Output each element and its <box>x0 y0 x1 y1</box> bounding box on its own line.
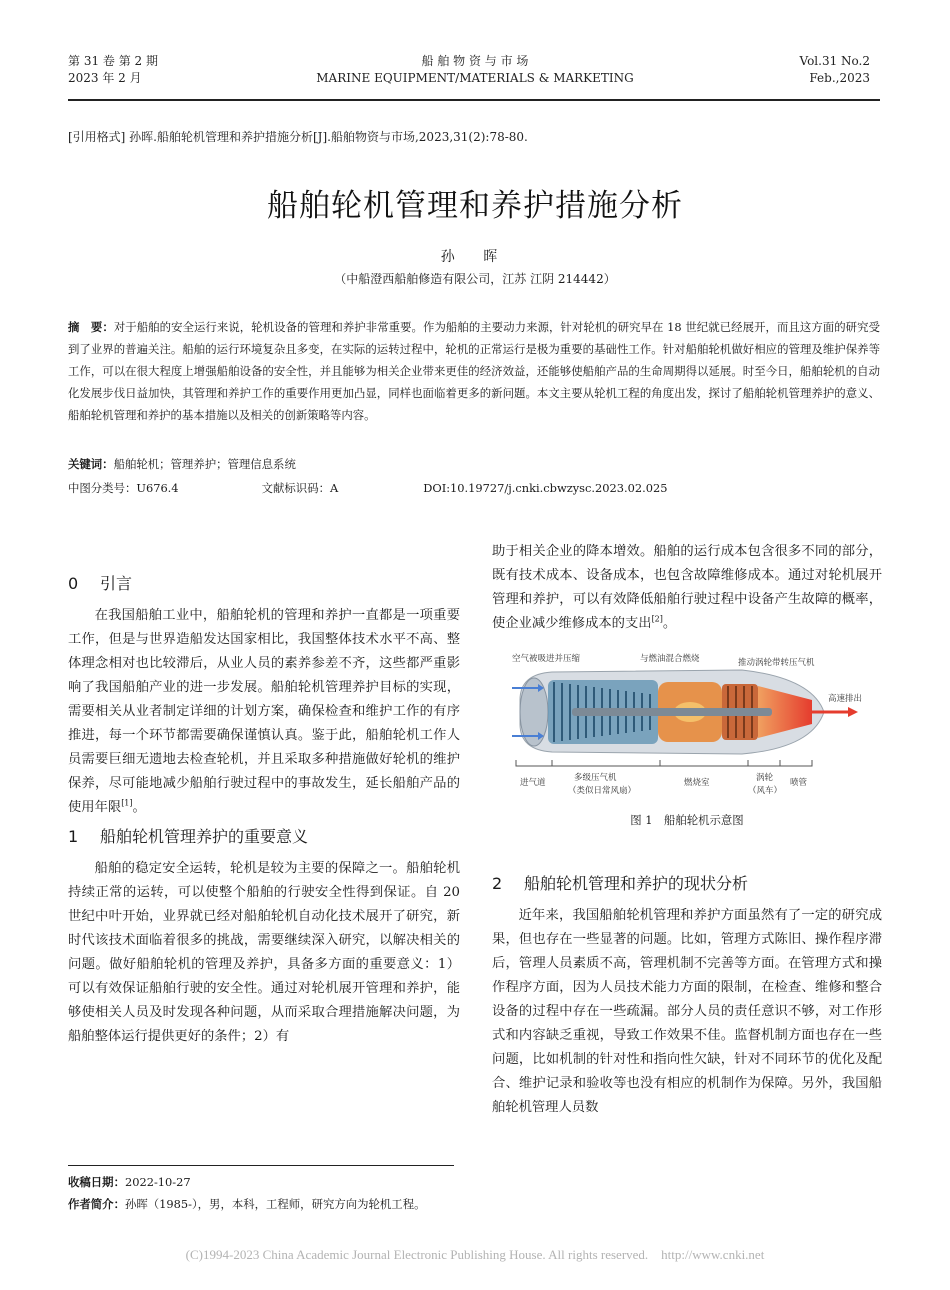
section-1-heading <box>68 825 460 849</box>
label-high-speed-exhaust: 高速排出 <box>828 694 862 704</box>
journal-issue-en <box>800 53 871 87</box>
journal-name-cn: 船 舶 物 资 与 市 场 <box>421 54 529 68</box>
main-shaft <box>572 708 772 716</box>
label-compressor: 多级压气机 <box>574 773 617 783</box>
bio-label: 作者简介： <box>68 1197 125 1211</box>
header-rule <box>68 99 880 101</box>
section-title: 船舶轮机管理养护的重要意义 <box>100 827 309 846</box>
keywords-text: 船舶轮机；管理养护；管理信息系统 <box>113 457 296 471</box>
abstract-label: 摘 要： <box>68 320 114 334</box>
exhaust-arrowhead <box>848 707 858 717</box>
right-column-bottom <box>492 872 882 1120</box>
label-turbine-drive: 推动涡轮带转压气机 <box>738 658 815 668</box>
label-turbine-note: （风车） <box>748 786 783 796</box>
abstract-text: 对于船舶的安全运行来说，轮机设备的管理和养护非常重要。作为船舶的主要动力来源，针对轮机的研究早在 18 世纪就已经展开，而且这方面的研究受到了业界的普遍关注。船舶的运行环境复杂且多变，在实际的运转过程中，轮机的正常运行是极为重要的基础性工作。针对船舶轮机做好相应的管理及维护保养等工作，可以在很大程度上增强船舶设备的安全性，并且能够为相关企业带来更佳的经济效益，还能够使船舶产品的生命周期得以延展。时至今日，船舶轮机的自动化发展步伐日益加快，其管理和养护工作的重要作用更加凸显，同样也面临着更多的新问题。本文主要从轮机工程的角度出发，探讨了船舶轮机管理养护的意义、船舶轮机管理和养护的基本措施以及相关的创新策略等内容。 <box>68 320 880 422</box>
section-number: 2 <box>492 874 503 893</box>
label-turbine: 涡轮 <box>756 773 774 783</box>
section-title: 船舶轮机管理和养护的现状分析 <box>524 874 749 893</box>
section-brackets <box>516 760 812 766</box>
clc-number: 中图分类号：U676.4 <box>68 481 179 495</box>
volume-issue: 第 31 卷 第 2 期 <box>68 54 158 68</box>
section-1-paragraph: 船舶的稳定安全运转，轮机是较为主要的保障之一。船舶轮机持续正常的运转，可以使整个船舶的行驶安全性得到保证。自 20 世纪中叶开始，业界就已经对船舶轮机自动化技术展开了研究，新时代该技术面临着很多的挑战，需要继续深入研究，以解决相关的问题。做好船舶轮机的管理及养护，具备多方面的重要意义：1）可以有效保证船舶行驶的安全性。通过对轮机展开管理和养护，能够使相关人员及时发现各种问题，从而采取合理措施解决问题，为船舶整体运行提供更好的条件；2）有 <box>68 861 460 1044</box>
author-affiliation: （中船澄西船舶修造有限公司，江苏 江阴 214442） <box>334 272 616 286</box>
reference-1: [1] <box>121 798 133 808</box>
figure-caption: 图 1 船舶轮机示意图 <box>630 813 744 827</box>
author-bio: 作者简介：孙晖（1985-），男，本科，工程师，研究方向为轮机工程。 <box>68 1197 426 1211</box>
volume-issue-en: Vol.31 No.2 <box>799 54 870 68</box>
abstract <box>68 316 880 426</box>
section-title: 引言 <box>100 574 133 593</box>
label-compressor-note: （类似日常风扇） <box>568 786 637 796</box>
reference-2: [2] <box>651 614 663 624</box>
label-combustor: 燃烧室 <box>684 778 710 788</box>
document-code: 文献标识码：A <box>261 481 339 495</box>
journal-name-en: MARINE EQUIPMENT/MATERIALS & MARKETING <box>316 71 634 85</box>
label-intake: 进气道 <box>520 778 546 788</box>
issue-date-en: Feb.,2023 <box>809 71 870 85</box>
keywords-label: 关键词： <box>68 457 114 471</box>
section-0-paragraph: 在我国船舶工业中，船舶轮机的管理和养护一直都是一项重要工作，但是与世界造船发达国家相比，我国整体技术水平不高、整体理念相对也比较滞后，从业人员的素养参差不齐，这些都严重影响了我国船舶产业的进一步发展。船舶轮机管理养护目标的实现，需要相关从业者制定详细的计划方案，确保检查和维护工作的有序推进，每一个环节都需要确保谨慎认真。鉴于此，船舶轮机工作人员需要巨细无遗地去检查轮机，并且采取多种措施做好轮机的维护保养，尽可能地减少船舶行驶过程中的事故发生，延长船舶产品的使用年限[1]。 <box>68 608 460 815</box>
section-number: 0 <box>68 574 79 593</box>
section-2-heading <box>492 872 882 896</box>
keywords <box>68 456 296 472</box>
journal-name <box>250 53 700 87</box>
right-column-top <box>492 540 882 636</box>
copyright-watermark: (C)1994-2023 China Academic Journal Electronic Publishing House. All rights reserved. http://www.cnki.net <box>185 1247 765 1262</box>
label-nozzle: 喷管 <box>790 778 808 788</box>
received-date: 收稿日期：2022-10-27 <box>68 1175 191 1189</box>
section-2-paragraph: 近年来，我国船舶轮机管理和养护方面虽然有了一定的研究成果，但也存在一些显著的问题。比如，管理方式陈旧、操作程序滞后，管理人员素质不高，管理机制不完善等方面。在管理方式和操作程序方面，因为人员技术能力方面的限制，在检查、维修和整合设备的过程中存在一些疏漏。部分人员的责任意识不够，对工作形式和内容缺乏重视，导致工作效果不佳。监督机制方面也存在一些问题，比如机制的针对性和指向性欠缺，针对不同环节的优化及配合、维护记录和验收等也没有相应的机制作为保障。另外，我国船舶轮机管理人员数 <box>492 908 882 1115</box>
left-column <box>68 572 460 1049</box>
author-name: 孙 晖 <box>440 249 510 265</box>
journal-issue-cn <box>68 53 158 87</box>
classification-line <box>68 480 667 496</box>
doi: DOI:10.19727/j.cnki.cbwzysc.2023.02.025 <box>423 481 668 495</box>
section-number: 1 <box>68 827 79 846</box>
label-air-intake-compress: 空气被吸进并压缩 <box>512 654 581 664</box>
section-0-heading <box>68 572 460 596</box>
received-label: 收稿日期： <box>68 1175 125 1189</box>
section-1-paragraph-continued: 助于相关企业的降本增效。船舶的运行成本包含很多不同的部分，既有技术成本、设备成本，也包含故障维修成本。通过对轮机展开管理和养护，可以有效降低船舶行驶过程中设备产生故障的概率，使企业减少维修成本的支出[2]。 <box>492 544 882 631</box>
citation-format: [引用格式] 孙晖.船舶轮机管理和养护措施分析[J].船舶物资与市场,2023,31(2):78-80. <box>68 130 528 144</box>
paper-title: 船舶轮机管理和养护措施分析 <box>267 188 683 224</box>
issue-date: 2023 年 2 月 <box>68 71 142 85</box>
label-fuel-mix: 与燃油混合燃烧 <box>640 654 700 664</box>
turbine-engine-figure <box>512 652 862 802</box>
footnote-rule <box>68 1165 454 1166</box>
